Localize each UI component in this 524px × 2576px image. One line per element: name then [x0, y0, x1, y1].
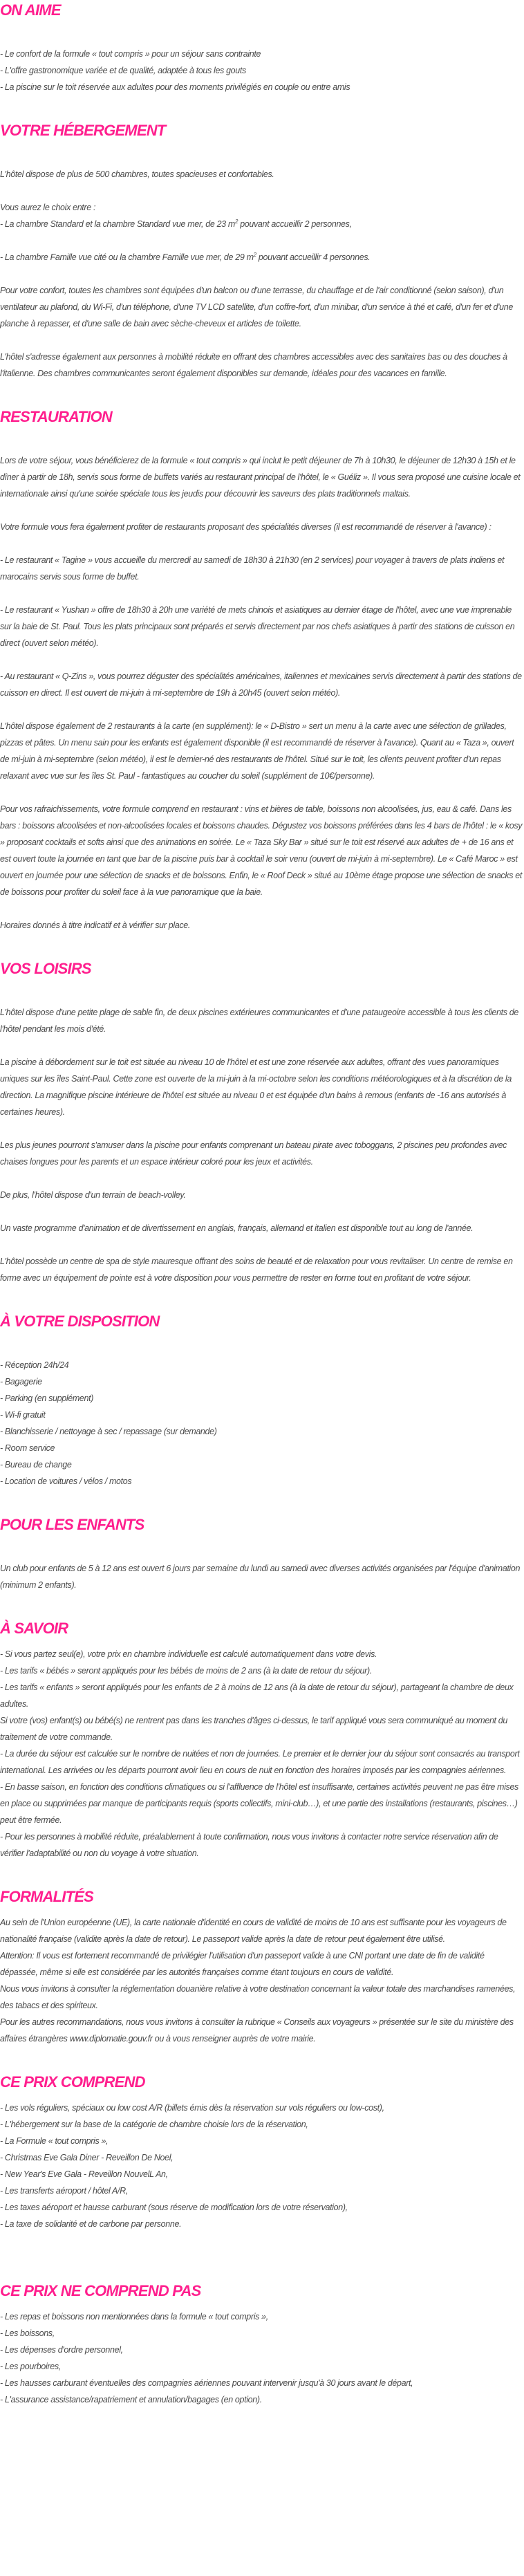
paragraph: Un club pour enfants de 5 à 12 ans est ouvert 6 jours par semaine du lundi au samedi avec diverses activités organisées par l'équipe d'animation (minimum 2 enfants). [0, 1564, 521, 1590]
section-title-enfants: POUR LES ENFANTS [0, 1516, 144, 1533]
paragraph: La piscine à débordement sur le toit est située au niveau 10 de l'hôtel et est une zone réservée aux adultes, offrant des vues panoramiques uniques sur les îles Saint-Paul. Cette zone est ouverte de la mi-juin à la mi-octobre selon les conditions météorologiques et à la discrétion de la direction. La magnifique piscine intérieure de l'hôtel est située au niveau 0 et est équipée d'un bains à remous (enfants de -16 ans autorisés à certaines heures). [0, 1057, 512, 1117]
list-item: - Si vous partez seul(e), votre prix en chambre individuelle est calculé automatiquement dans votre devis. [0, 1649, 377, 1659]
list-item: - La Formule « tout compris », [0, 2136, 109, 2146]
paragraph: Les plus jeunes pourront s'amuser dans la piscine pour enfants comprenant un bateau pirate avec toboggans, 2 piscines peu profondes avec chaises longues pour les parents et un espace intérieur coloré pour les jeux et activités. [0, 1140, 507, 1167]
paragraph: De plus, l'hôtel dispose d'un terrain de beach-volley. [0, 1190, 186, 1200]
list-item: - Le confort de la formule « tout compris » pour un séjour sans contrainte [0, 49, 261, 59]
paragraph: L'hôtel s'adresse également aux personnes à mobilité réduite en offrant des chambres accessibles avec des sanitaires bas ou des douches à l'italienne. Des chambres communicantes seront également disponibles sur demande, idéales pour des vacances en famille. [0, 352, 507, 378]
list-item: - Réception 24h/24 [0, 1360, 69, 1370]
section-title-on-aime: ON AIME [0, 1, 61, 19]
list-item: - La durée du séjour est calculée sur le nombre de nuitées et non de journées. Le premier et le dernier jour du séjour sont consacrés au transport international. Les arrivées ou les départs pourront avoir lieu en cours de nuit en fonction des horaires imposés par les compagnies aériennes. [0, 1749, 520, 1775]
paragraph: Pour les autres recommandations, nous vous invitons à consulter la rubrique « Conseils aux voyageurs » présentée sur le site du ministère des affaires étrangères www.diplomatie.gouv.fr ou à vous renseigner auprès de votre mairie. [0, 2017, 514, 2044]
restaurant-tagine: - Le restaurant « Tagine » vous accueille du mercredi au samedi de 18h30 à 21h30 (en 2 services) pour voyager à travers de plats indiens et marocains servis sous forme de buffet. [0, 555, 505, 582]
section-title-restauration: RESTAURATION [0, 408, 112, 425]
list-item: - L'assurance assistance/rapatriement et annulation/bagages (en option). [0, 2395, 262, 2404]
restaurant-yushan: - Le restaurant « Yushan » offre de 18h30 à 20h une variété de mets chinois et asiatiques au dernier étage de l'hôtel, avec une vue imprenable sur la baie de St. Paul. Tous les plats principaux sont préparés et servis directement par nos chefs asiatiques à partir des stations de cuisson en direct (ouvert selon météo). [0, 605, 515, 648]
section-enfants [0, 1514, 524, 1618]
list-item: - L'offre gastronomique variée et de qualité, adaptée à tous les gouts [0, 66, 246, 75]
list-item: - Christmas Eve Gala Diner - Reveillon De Noel, [0, 2153, 174, 2162]
section-title-a-savoir: À SAVOIR [0, 1620, 68, 1637]
list-item: - Bagagerie [0, 1377, 42, 1387]
list-item: - Les tarifs « bébés » seront appliqués pour les bébés de moins de 2 ans (à la date de retour du séjour). [0, 1666, 372, 1676]
room-famille: - La chambre Famille vue cité ou la chambre Famille vue mer, de 29 $m^2$ pouvant accueillir 4 personnes. [0, 251, 371, 262]
list-item: - Les dépenses d'ordre personnel, [0, 2345, 123, 2355]
section-a-savoir [0, 1618, 524, 1887]
list-item: - La piscine sur le toit réservée aux adultes pour des moments privilégiés en couple ou entre amis [0, 82, 350, 92]
list-item: - Parking (en supplément) [0, 1393, 94, 1403]
list-item: - Location de voitures / vélos / motos [0, 1476, 132, 1486]
section-restauration [0, 407, 524, 958]
section-title-hebergement: VOTRE HÉBERGEMENT [0, 122, 166, 139]
paragraph: L'hôtel dispose d'une petite plage de sable fin, de deux piscines extérieures communicantes et d'une pataugeoire accessible à tous les clients de l'hôtel pendant les mois d'été. [0, 1008, 518, 1034]
paragraph: Nous vous invitons à consulter la réglementation douanière relative à votre destination concernant la valeur totale des marchandises ramenées, des tabacs et des spiriteux. [0, 1984, 516, 2010]
room-standard: - La chambre Standard et la chambre Standard vue mer, de 23 $m^2$ pouvant accueillir 2 personnes, [0, 218, 352, 229]
section-loisirs [0, 958, 524, 1311]
list-item: - Les pourboires, [0, 2362, 61, 2371]
paragraph: Lors de votre séjour, vous bénéficierez de la formule « tout compris » qui inclut le petit déjeuner de 7h à 10h30, le déjeuner de 12h30 à 15h et le dîner à partir de 18h, servis sous forme de buffets variés au restaurant principal de l'hôtel, le « Guéliz ». Il vous sera proposé une cuisine locale et internationale ainsi qu'une soirée spéciale tous les jeudis pour découvrir les saveurs des plats traditionnels maltais. [0, 456, 521, 499]
list-item: - Les vols réguliers, spéciaux ou low cost A/R (billets émis dès la réservation sur vols réguliers ou low-cost), [0, 2103, 384, 2113]
list-item: - En basse saison, en fonction des conditions climatiques ou si l'affluence de l'hôtel est insuffisante, certaines activités peuvent ne pas être mises en place ou supprimées par manque de participants requis (sports collectifs, mini-club…), et une partie des installations (restaurants, piscines…) peut être fermée. [0, 1782, 518, 1825]
section-title-prix-comprend: CE PRIX COMPREND [0, 2073, 145, 2091]
list-item: - Pour les personnes à mobilité réduite, préalablement à toute confirmation, nous vous invitons à contacter notre service réservation afin de vérifier l'adaptabilité ou non du voyage à votre situation. [0, 1832, 498, 1858]
paragraph: Pour vos rafraichissements, votre formule comprend en restaurant : vins et bières de table, boissons non alcoolisées, jus, eau & café. Dans les bars : boissons alcoolisées et non-alcoolisées locales et boissons chaudes. Dégustez vos boissons préférées dans les 4 bars de l'hôtel : le « kosy » proposant cocktails et softs ainsi que des animations en soirée. Le « Taza Sky Bar » situé sur le toit est réservé aux adultes de + de 16 ans et est ouvert toute la journée en tant que bar de la piscine puis bar à cocktail le soir venu (ouvert de mi-juin à mi-septembre). Le « Café Maroc » est ouvert en journée pour une sélection de snacks et de boissons. Enfin, le « Roof Deck » situé au 10ème étage propose une sélection de snacks et de boissons pour profiter du soleil face à la vue panoramique que la baie. [0, 804, 523, 897]
section-title-prix-ne-comprend-pas: CE PRIX NE COMPREND PAS [0, 2282, 201, 2299]
section-prix-ne-comprend-pas [0, 2281, 524, 2433]
list-item: - Les repas et boissons non mentionnées dans la formule « tout compris », [0, 2312, 268, 2322]
list-item: - New Year's Eve Gala - Reveillon NouvelL An, [0, 2169, 168, 2179]
paragraph: Un vaste programme d'animation et de divertissement en anglais, français, allemand et italien est disponible tout au long de l'année. [0, 1223, 474, 1233]
paragraph: Pour votre confort, toutes les chambres sont équipées d'un balcon ou d'une terrasse, du chauffage et de l'air conditionné (selon saison), d'un ventilateur au plafond, du Wi-Fi, d'un téléphone, d'une TV LCD satellite, d'un coffre-fort, d'un minibar, d'un service à thé et café, d'un fer et d'une planche à repasser, et d'une salle de bain avec sèche-cheveux et articles de toilette. [0, 286, 513, 328]
list-item: - La taxe de solidarité et de carbone par personne. [0, 2219, 182, 2229]
paragraph: Votre formule vous fera également profiter de restaurants proposant des spécialités diverses (il est recommandé de réserver à l'avance) : [0, 522, 492, 532]
list-item: - Les boissons, [0, 2328, 55, 2338]
paragraph: Attention: Il vous est fortement recommandé de privilégier l'utilisation d'un passeport valide à une CNI portant une date de fin de validité dépassée, même si elle est considérée par les autorités françaises comme étant toujours en cours de validité. [0, 1951, 485, 1977]
section-prix-comprend [0, 2072, 524, 2281]
list-item: - Room service [0, 1443, 55, 1453]
section-title-formalites: FORMALITÉS [0, 1888, 93, 1905]
list-item: - Les transferts aéroport / hôtel A/R, [0, 2186, 128, 2196]
list-item: - Bureau de change [0, 1460, 72, 1470]
paragraph: L'hôtel possède un centre de spa de style mauresque offrant des soins de beauté et de relaxation pour vous revitaliser. Un centre de remise en forme avec un équipement de pointe est à votre disposition pour vous permettre de rester en forme tout en profitant de votre séjour. [0, 1257, 513, 1283]
section-title-loisirs: VOS LOISIRS [0, 960, 91, 977]
paragraph: Vous aurez le choix entre : [0, 203, 96, 212]
section-disposition [0, 1311, 524, 1514]
section-hebergement [0, 120, 524, 407]
list-item: Si votre (vos) enfant(s) ou bébé(s) ne rentrent pas dans les tranches d'âges ci-dessus, le tarif appliqué vous sera communiqué au moment du traitement de votre commande. [0, 1716, 508, 1742]
paragraph: Horaires donnés à titre indicatif et à vérifier sur place. [0, 920, 190, 930]
list-item: - Les hausses carburant éventuelles des compagnies aériennes pouvant intervenir jusqu'à 30 jours avant le départ, [0, 2378, 413, 2388]
restaurant-qzins: - Au restaurant « Q-Zins », vous pourrez déguster des spécialités américaines, italiennes et mexicaines servis directement à partir des stations de cuisson en direct. Il est ouvert de mi-juin à mi-septembre de 19h à 20h45 (ouvert selon météo). [0, 671, 522, 698]
section-formalites [0, 1887, 524, 2072]
paragraph: Au sein de l'Union européenne (UE), la carte nationale d'identité en cours de validité de moins de 10 ans est suffisante pour les voyageurs de nationalité française (validite après la date de retour). Le passeport valide après la date de retour peut également être utilisé. [0, 1918, 507, 1944]
list-item: - Blanchisserie / nettoyage à sec / repassage (sur demande) [0, 1427, 217, 1436]
paragraph: L'hôtel dispose de plus de 500 chambres, toutes spacieuses et confortables. [0, 169, 274, 179]
paragraph: L'hôtel dispose également de 2 restaurants à la carte (en supplément): le « D-Bistro » sert un menu à la carte avec une sélection de grillades, pizzas et pâtes. Un menu sain pour les enfants est également disponible (il est recommandé de réserver à l'avance). Quant au « Taza », ouvert de mi-juin à mi-septembre (selon météo), il est le dernier-né des restaurants de l'hôtel. Situé sur le toit, les clients peuvent profiter d'un repas relaxant avec vue sur les îles St. Paul - fantastiques au coucher du soleil (supplément de 10€/personne). [0, 721, 514, 781]
list-item: - L'hébergement sur la base de la catégorie de chambre choisie lors de la réservation, [0, 2120, 308, 2129]
list-item: - Les taxes aéroport et hausse carburant (sous réserve de modification lors de votre réservation), [0, 2203, 348, 2212]
section-on-aime [0, 0, 524, 120]
section-title-disposition: À VOTRE DISPOSITION [0, 1313, 160, 1330]
list-item: - Les tarifs « enfants » seront appliqués pour les enfants de 2 à moins de 12 ans (à la date de retour du séjour), partageant la chambre de deux adultes. [0, 1683, 514, 1709]
list-item: - Wi-fi gratuit [0, 1410, 46, 1420]
